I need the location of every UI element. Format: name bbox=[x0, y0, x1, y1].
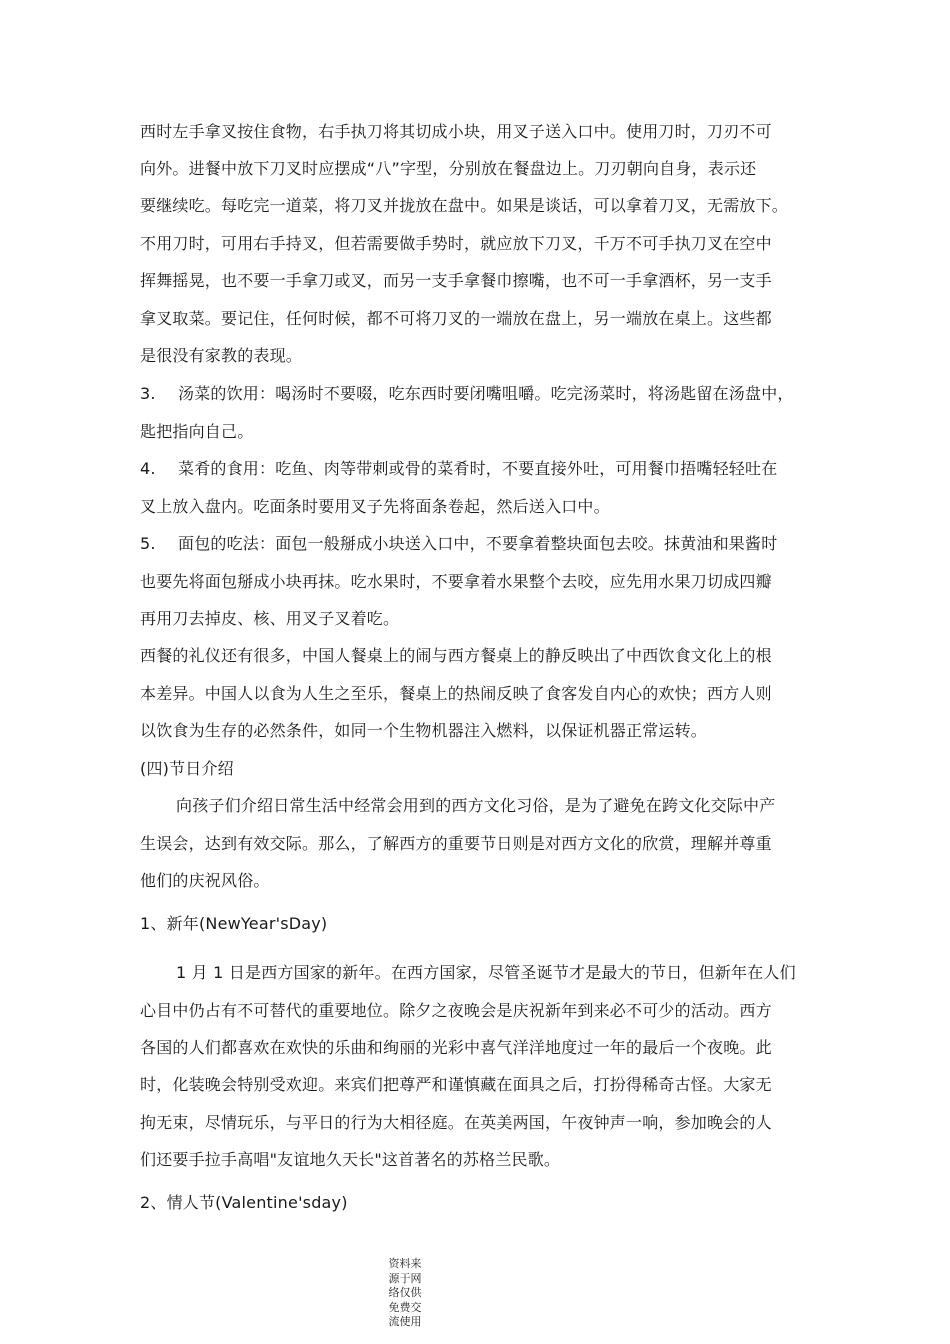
footer-note-line: 资料来 bbox=[388, 1257, 422, 1270]
list-item-text: 面包的吃法：面包一般掰成小块送入口中，不要拿着整块面包去咬。抹黄油和果酱时 bbox=[178, 534, 778, 553]
footer-note-line: 免费交 bbox=[388, 1300, 422, 1314]
paragraph-line: 生误会，达到有效交际。那么，了解西方的重要节日则是对西方文化的欣赏，理解并尊重 bbox=[140, 834, 772, 853]
footer-note-line: 源于网 bbox=[388, 1271, 422, 1285]
paragraph-line: 西餐的礼仪还有很多，中国人餐桌上的闹与西方餐桌上的静反映出了中西饮食文化上的根 bbox=[140, 646, 772, 665]
paragraph-line: 匙把指向自己。 bbox=[140, 422, 254, 441]
list-number: 3. bbox=[140, 384, 156, 403]
paragraph-line: 1 月 1 日是西方国家的新年。在西方国家，尽管圣诞节才是最大的节日，但新年在人们 bbox=[176, 963, 796, 982]
list-number: 4. bbox=[140, 459, 156, 478]
paragraph-line: 西时左手拿叉按住食物，右手执刀将其切成小块，用叉子送入口中。使用刀时，刀刃不可 bbox=[140, 122, 772, 141]
footer-note-line: 流使用 bbox=[388, 1315, 422, 1328]
paragraph-line: 心目中仍占有不可替代的重要地位。除夕之夜晚会是庆祝新年到来必不可少的活动。西方 bbox=[140, 1001, 772, 1020]
list-item-4 bbox=[140, 459, 777, 479]
paragraph-line: 们还要手拉手高唱"友谊地久天长"这首著名的苏格兰民歌。 bbox=[140, 1150, 561, 1169]
list-item-3 bbox=[140, 384, 794, 404]
subheading-new-year: 1、新年(NewYear'sDay) bbox=[140, 914, 328, 933]
paragraph-line: 也要先将面包掰成小块再抹。吃水果时，不要拿着水果整个去咬，应先用水果刀切成四瓣 bbox=[140, 572, 772, 591]
paragraph-line: 拿叉取菜。要记住，任何时候，都不可将刀叉的一端放在盘上，另一端放在桌上。这些都 bbox=[140, 309, 772, 328]
paragraph-line: 叉上放入盘内。吃面条时要用叉子先将面条卷起，然后送入口中。 bbox=[140, 497, 610, 516]
paragraph-line: 再用刀去掉皮、核、用叉子叉着吃。 bbox=[140, 609, 400, 628]
list-item-text: 汤菜的饮用：喝汤时不要啜，吃东西时要闭嘴咀嚼。吃完汤菜时，将汤匙留在汤盘中， bbox=[178, 384, 794, 403]
paragraph-line: 向孩子们介绍日常生活中经常会用到的西方文化习俗，是为了避免在跨文化交际中产 bbox=[176, 796, 776, 815]
paragraph-line: 要继续吃。每吃完一道菜，将刀叉并拢放在盘中。如果是谈话，可以拿着刀叉，无需放下。 bbox=[140, 196, 789, 215]
paragraph-line: 是很没有家教的表现。 bbox=[140, 346, 303, 365]
list-number: 5. bbox=[140, 534, 156, 553]
paragraph-line: 本差异。中国人以食为人生之至乐，餐桌上的热闹反映了食客发自内心的欢快；西方人则 bbox=[140, 684, 772, 703]
footer-source-note bbox=[383, 1257, 427, 1330]
paragraph-line: 他们的庆祝风俗。 bbox=[140, 871, 270, 890]
list-item-5 bbox=[140, 534, 777, 554]
paragraph-line: 向外。进餐中放下刀叉时应摆成“八”字型，分别放在餐盘边上。刀刃朝向自身，表示还 bbox=[140, 159, 757, 178]
paragraph-line: 挥舞摇晃，也不要一手拿刀或叉，而另一支手拿餐巾擦嘴，也不可一手拿酒杯，另一支手 bbox=[140, 271, 772, 290]
paragraph-line: 时，化装晚会特别受欢迎。来宾们把尊严和谨慎藏在面具之后，打扮得稀奇古怪。大家无 bbox=[140, 1075, 772, 1094]
subheading-valentine: 2、情人节(Valentine'sday) bbox=[140, 1193, 348, 1212]
list-item-text: 菜肴的食用：吃鱼、肉等带刺或骨的菜肴时，不要直接外吐，可用餐巾捂嘴轻轻吐在 bbox=[178, 459, 778, 478]
paragraph-line: 以饮食为生存的必然条件，如同一个生物机器注入燃料，以保证机器正常运转。 bbox=[140, 721, 708, 740]
paragraph-line: 不用刀时，可用右手持叉，但若需要做手势时，就应放下刀叉，千万不可手执刀叉在空中 bbox=[140, 234, 772, 253]
section-heading: (四)节日介绍 bbox=[140, 759, 234, 778]
footer-note-line: 络仅供 bbox=[388, 1286, 422, 1299]
paragraph-line: 拘无束，尽情玩乐，与平日的行为大相径庭。在英美两国，午夜钟声一响，参加晚会的人 bbox=[140, 1113, 772, 1132]
paragraph-line: 各国的人们都喜欢在欢快的乐曲和绚丽的光彩中喜气洋洋地度过一年的最后一个夜晚。此 bbox=[140, 1038, 772, 1057]
